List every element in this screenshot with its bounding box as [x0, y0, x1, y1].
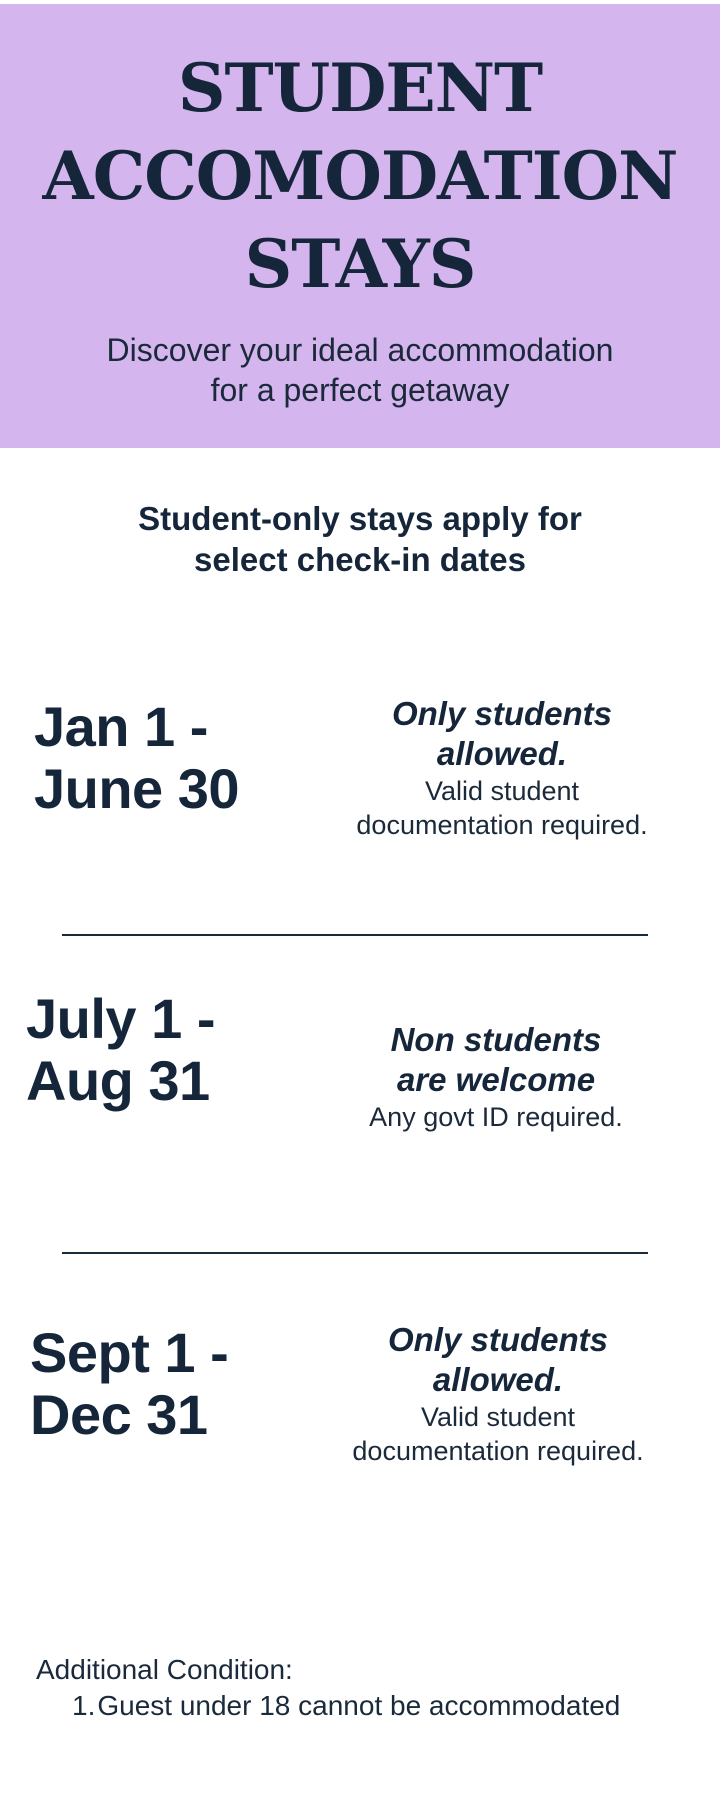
subtitle-line: for a perfect getaway [210, 372, 510, 408]
policy-lead-line: Non students [390, 1021, 602, 1058]
date-line: June 30 [34, 757, 240, 820]
intro-heading [0, 498, 720, 580]
condition-number: 1. [72, 1690, 96, 1721]
additional-conditions [36, 1652, 620, 1724]
date-line: Jan 1 - [34, 695, 208, 758]
date-line: Aug 31 [26, 1049, 210, 1112]
policy-detail [318, 1400, 678, 1468]
policy-lead [318, 1320, 678, 1400]
policy-detail [316, 1100, 676, 1134]
period-july-aug [0, 984, 720, 1144]
date-line: Dec 31 [30, 1383, 208, 1446]
period-date-range [30, 1322, 228, 1446]
period-policy [318, 1320, 678, 1468]
conditions-heading: Additional Condition: [36, 1654, 293, 1685]
date-line: Sept 1 - [30, 1321, 229, 1384]
title-line: STAYS [244, 225, 476, 303]
page-title [0, 44, 720, 308]
subtitle-line: Discover your ideal accommodation [106, 332, 614, 368]
conditions-list [36, 1688, 620, 1724]
intro-line: select check-in dates [194, 541, 526, 578]
policy-lead-line: Only students [391, 695, 613, 732]
policy-lead [316, 1020, 676, 1100]
title-line: STUDENT [177, 49, 543, 127]
period-jan-june [0, 690, 720, 850]
page-subtitle [0, 330, 720, 410]
condition-item [72, 1688, 620, 1724]
period-sept-dec [0, 1316, 720, 1476]
policy-lead-line: allowed. [432, 1361, 564, 1398]
policy-detail [322, 774, 682, 842]
header-banner [0, 4, 720, 448]
section-divider [62, 1252, 648, 1254]
condition-text: Guest under 18 cannot be accommodated [97, 1690, 621, 1721]
period-policy [316, 1020, 676, 1134]
policy-detail-line: Valid student [420, 1402, 576, 1432]
policy-detail-line: Any govt ID required. [369, 1102, 623, 1132]
policy-lead-line: are welcome [396, 1061, 596, 1098]
policy-lead-line: allowed. [436, 735, 568, 772]
intro-line: Student-only stays apply for [138, 500, 582, 537]
period-policy [322, 694, 682, 842]
policy-detail-line: documentation required. [356, 810, 648, 840]
policy-detail-line: documentation required. [352, 1436, 644, 1466]
title-line: ACCOMODATION [42, 137, 678, 215]
section-divider [62, 934, 648, 936]
date-line: July 1 - [26, 987, 215, 1050]
period-date-range [26, 988, 215, 1112]
policy-lead [322, 694, 682, 774]
policy-detail-line: Valid student [424, 776, 580, 806]
period-date-range [34, 696, 239, 820]
policy-lead-line: Only students [387, 1321, 609, 1358]
